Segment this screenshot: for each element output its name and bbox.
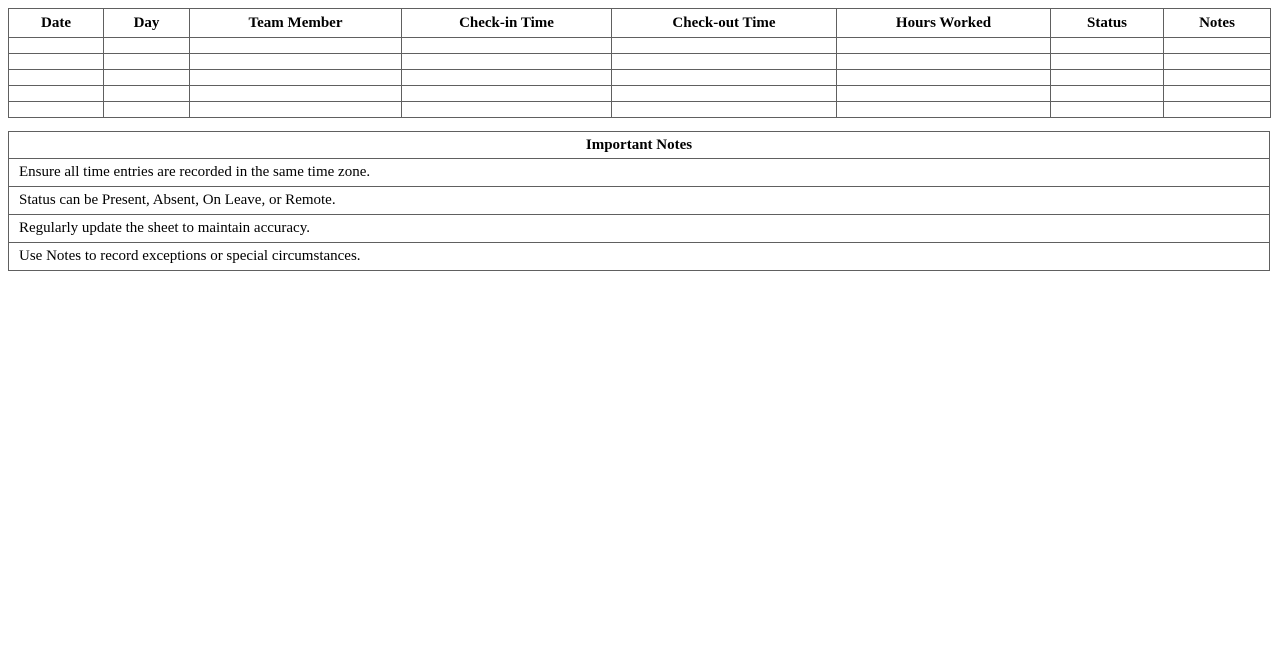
cell-check-in-time[interactable] [402, 38, 612, 54]
attendance-table-body [9, 38, 1271, 118]
important-notes-header-row [9, 132, 1270, 159]
column-header-hours-worked: Hours Worked [837, 9, 1051, 38]
column-header-status: Status [1051, 9, 1164, 38]
column-header-notes: Notes [1164, 9, 1271, 38]
cell-day[interactable] [104, 102, 190, 118]
important-note-text: Status can be Present, Absent, On Leave, or Remote. [9, 187, 1270, 215]
cell-check-out-time[interactable] [612, 38, 837, 54]
column-header-check-out-time: Check-out Time [612, 9, 837, 38]
cell-date[interactable] [9, 70, 104, 86]
cell-hours-worked[interactable] [837, 102, 1051, 118]
cell-check-out-time[interactable] [612, 70, 837, 86]
cell-status[interactable] [1051, 102, 1164, 118]
column-header-date: Date [9, 9, 104, 38]
cell-status[interactable] [1051, 70, 1164, 86]
cell-notes[interactable] [1164, 54, 1271, 70]
cell-check-out-time[interactable] [612, 86, 837, 102]
cell-notes[interactable] [1164, 102, 1271, 118]
cell-hours-worked[interactable] [837, 86, 1051, 102]
important-notes-title: Important Notes [9, 132, 1270, 159]
cell-check-out-time[interactable] [612, 54, 837, 70]
cell-date[interactable] [9, 54, 104, 70]
important-notes-head [9, 132, 1270, 159]
cell-hours-worked[interactable] [837, 70, 1051, 86]
list-item [9, 215, 1270, 243]
cell-hours-worked[interactable] [837, 54, 1051, 70]
list-item [9, 159, 1270, 187]
important-note-text: Regularly update the sheet to maintain accuracy. [9, 215, 1270, 243]
cell-status[interactable] [1051, 38, 1164, 54]
cell-notes[interactable] [1164, 70, 1271, 86]
table-row [9, 70, 1271, 86]
table-row [9, 38, 1271, 54]
cell-check-in-time[interactable] [402, 70, 612, 86]
cell-notes[interactable] [1164, 86, 1271, 102]
list-item [9, 187, 1270, 215]
cell-team-member[interactable] [190, 70, 402, 86]
table-row [9, 54, 1271, 70]
cell-date[interactable] [9, 38, 104, 54]
cell-team-member[interactable] [190, 54, 402, 70]
cell-day[interactable] [104, 70, 190, 86]
cell-day[interactable] [104, 86, 190, 102]
attendance-table-head [9, 9, 1271, 38]
table-row [9, 86, 1271, 102]
cell-date[interactable] [9, 86, 104, 102]
cell-notes[interactable] [1164, 38, 1271, 54]
cell-check-out-time[interactable] [612, 102, 837, 118]
column-header-day: Day [104, 9, 190, 38]
list-item [9, 243, 1270, 271]
important-note-text: Ensure all time entries are recorded in the same time zone. [9, 159, 1270, 187]
important-note-text: Use Notes to record exceptions or special circumstances. [9, 243, 1270, 271]
cell-check-in-time[interactable] [402, 102, 612, 118]
important-notes-table [8, 131, 1270, 271]
attendance-header-row [9, 9, 1271, 38]
important-notes-body [9, 159, 1270, 271]
cell-team-member[interactable] [190, 86, 402, 102]
cell-team-member[interactable] [190, 102, 402, 118]
cell-day[interactable] [104, 38, 190, 54]
table-row [9, 102, 1271, 118]
attendance-table [8, 8, 1271, 118]
cell-hours-worked[interactable] [837, 38, 1051, 54]
cell-check-in-time[interactable] [402, 86, 612, 102]
cell-status[interactable] [1051, 86, 1164, 102]
cell-date[interactable] [9, 102, 104, 118]
column-header-team-member: Team Member [190, 9, 402, 38]
cell-day[interactable] [104, 54, 190, 70]
cell-team-member[interactable] [190, 38, 402, 54]
cell-status[interactable] [1051, 54, 1164, 70]
cell-check-in-time[interactable] [402, 54, 612, 70]
column-header-check-in-time: Check-in Time [402, 9, 612, 38]
